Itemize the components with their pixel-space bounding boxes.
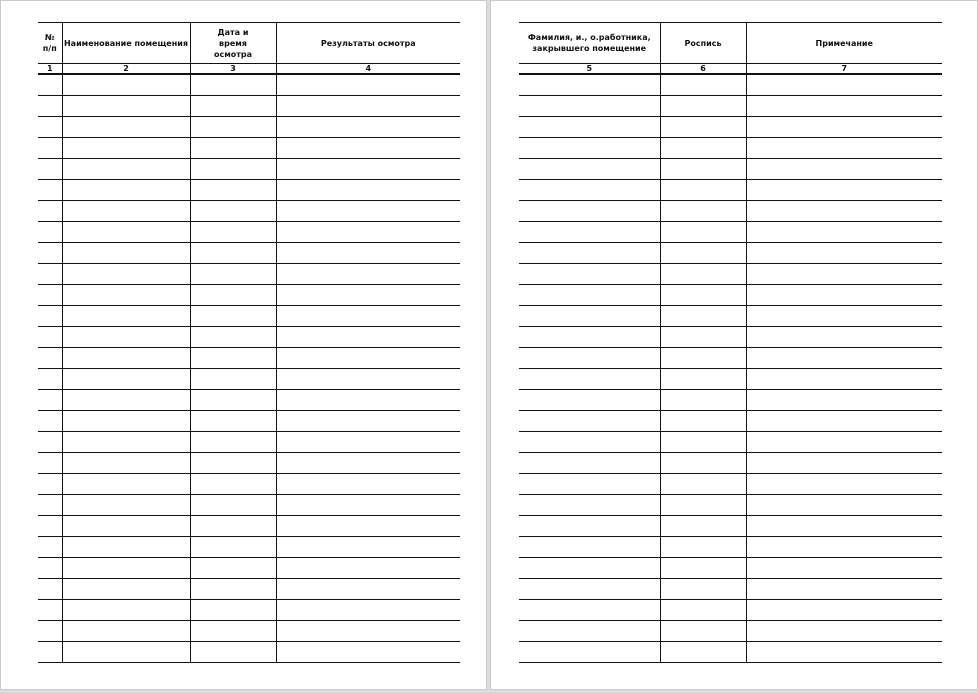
right-cell[interactable] bbox=[746, 96, 942, 117]
table-row bbox=[519, 285, 942, 306]
table-row bbox=[519, 600, 942, 621]
left-cell[interactable] bbox=[62, 285, 190, 306]
right-cell[interactable] bbox=[660, 117, 746, 138]
table-row bbox=[38, 327, 460, 348]
table-row bbox=[519, 180, 942, 201]
left-cell[interactable] bbox=[190, 432, 276, 453]
left-cell[interactable] bbox=[62, 369, 190, 390]
left-cell[interactable] bbox=[62, 243, 190, 264]
left-cell[interactable] bbox=[190, 369, 276, 390]
right-cell[interactable] bbox=[519, 579, 660, 600]
table-row bbox=[519, 159, 942, 180]
right-cell[interactable] bbox=[746, 516, 942, 537]
table-row bbox=[519, 369, 942, 390]
right-cell[interactable] bbox=[660, 159, 746, 180]
col-header-number: № п/п bbox=[38, 23, 62, 64]
table-row bbox=[38, 117, 460, 138]
left-cell[interactable] bbox=[190, 327, 276, 348]
table-row bbox=[38, 180, 460, 201]
right-cell[interactable] bbox=[519, 537, 660, 558]
right-cell[interactable] bbox=[746, 327, 942, 348]
right-cell[interactable] bbox=[746, 642, 942, 663]
table-row bbox=[38, 495, 460, 516]
left-cell[interactable] bbox=[38, 579, 62, 600]
left-cell[interactable] bbox=[38, 558, 62, 579]
left-cell[interactable] bbox=[38, 369, 62, 390]
left-cell[interactable] bbox=[62, 453, 190, 474]
left-cell[interactable] bbox=[276, 579, 460, 600]
left-cell[interactable] bbox=[276, 96, 460, 117]
table-row bbox=[519, 642, 942, 663]
table-row bbox=[38, 264, 460, 285]
right-cell[interactable] bbox=[660, 516, 746, 537]
left-cell[interactable] bbox=[190, 453, 276, 474]
col-number-3: 3 bbox=[190, 64, 276, 75]
left-cell[interactable] bbox=[190, 558, 276, 579]
left-cell[interactable] bbox=[190, 264, 276, 285]
right-cell[interactable] bbox=[519, 285, 660, 306]
left-cell[interactable] bbox=[38, 390, 62, 411]
right-cell[interactable] bbox=[660, 369, 746, 390]
left-cell[interactable] bbox=[38, 74, 62, 96]
left-cell[interactable] bbox=[62, 138, 190, 159]
right-cell[interactable] bbox=[660, 243, 746, 264]
right-cell[interactable] bbox=[660, 474, 746, 495]
left-page bbox=[0, 0, 487, 690]
right-cell[interactable] bbox=[519, 327, 660, 348]
left-cell[interactable] bbox=[276, 453, 460, 474]
left-cell[interactable] bbox=[62, 621, 190, 642]
table-row bbox=[38, 243, 460, 264]
left-cell[interactable] bbox=[62, 495, 190, 516]
right-cell[interactable] bbox=[519, 516, 660, 537]
table-row bbox=[519, 264, 942, 285]
right-cell[interactable] bbox=[660, 537, 746, 558]
table-row bbox=[519, 117, 942, 138]
right-cell[interactable] bbox=[660, 579, 746, 600]
right-cell[interactable] bbox=[660, 201, 746, 222]
table-body-right bbox=[519, 74, 942, 663]
left-cell[interactable] bbox=[38, 537, 62, 558]
right-cell[interactable] bbox=[746, 621, 942, 642]
right-cell[interactable] bbox=[519, 474, 660, 495]
right-cell[interactable] bbox=[746, 159, 942, 180]
left-cell[interactable] bbox=[38, 285, 62, 306]
left-cell[interactable] bbox=[190, 138, 276, 159]
left-cell[interactable] bbox=[190, 285, 276, 306]
left-cell[interactable] bbox=[62, 558, 190, 579]
table-row bbox=[38, 96, 460, 117]
left-cell[interactable] bbox=[38, 243, 62, 264]
right-cell[interactable] bbox=[660, 453, 746, 474]
left-cell[interactable] bbox=[38, 474, 62, 495]
table-row bbox=[519, 327, 942, 348]
inspection-table-left bbox=[38, 22, 460, 663]
left-cell[interactable] bbox=[276, 432, 460, 453]
table-row bbox=[519, 453, 942, 474]
left-cell[interactable] bbox=[38, 201, 62, 222]
left-cell[interactable] bbox=[190, 474, 276, 495]
right-cell[interactable] bbox=[519, 159, 660, 180]
table-row bbox=[519, 222, 942, 243]
table-row bbox=[38, 579, 460, 600]
right-cell[interactable] bbox=[746, 537, 942, 558]
left-cell[interactable] bbox=[190, 411, 276, 432]
left-cell[interactable] bbox=[190, 222, 276, 243]
right-cell[interactable] bbox=[746, 474, 942, 495]
left-cell[interactable] bbox=[190, 180, 276, 201]
left-cell[interactable] bbox=[62, 327, 190, 348]
left-cell[interactable] bbox=[38, 180, 62, 201]
left-cell[interactable] bbox=[62, 201, 190, 222]
col-header-employee-name: Фамилия, и., о.работника, закрывшего помещение bbox=[519, 23, 660, 64]
right-cell[interactable] bbox=[746, 264, 942, 285]
table-row bbox=[38, 369, 460, 390]
table-row bbox=[38, 516, 460, 537]
right-page bbox=[490, 0, 978, 690]
right-cell[interactable] bbox=[519, 348, 660, 369]
col-header-datetime: Дата и время осмотра bbox=[190, 23, 276, 64]
left-cell[interactable] bbox=[190, 390, 276, 411]
left-cell[interactable] bbox=[38, 117, 62, 138]
right-cell[interactable] bbox=[519, 138, 660, 159]
left-cell[interactable] bbox=[276, 74, 460, 96]
left-cell[interactable] bbox=[62, 642, 190, 663]
table-row bbox=[519, 138, 942, 159]
right-cell[interactable] bbox=[746, 74, 942, 96]
table-row bbox=[38, 432, 460, 453]
right-cell[interactable] bbox=[746, 495, 942, 516]
left-cell[interactable] bbox=[62, 96, 190, 117]
right-cell[interactable] bbox=[660, 138, 746, 159]
right-cell[interactable] bbox=[746, 117, 942, 138]
left-cell[interactable] bbox=[276, 159, 460, 180]
right-cell[interactable] bbox=[660, 600, 746, 621]
right-cell[interactable] bbox=[746, 411, 942, 432]
right-cell[interactable] bbox=[519, 411, 660, 432]
right-cell[interactable] bbox=[746, 222, 942, 243]
table-row bbox=[519, 390, 942, 411]
left-cell[interactable] bbox=[276, 642, 460, 663]
right-cell[interactable] bbox=[660, 285, 746, 306]
left-cell[interactable] bbox=[276, 516, 460, 537]
table-row bbox=[38, 474, 460, 495]
left-cell[interactable] bbox=[190, 642, 276, 663]
right-cell[interactable] bbox=[519, 74, 660, 96]
table-row bbox=[38, 390, 460, 411]
left-cell[interactable] bbox=[190, 117, 276, 138]
right-cell[interactable] bbox=[660, 642, 746, 663]
col-number-2: 2 bbox=[62, 64, 190, 75]
table-row bbox=[519, 474, 942, 495]
right-cell[interactable] bbox=[746, 306, 942, 327]
col-header-note: Примечание bbox=[746, 23, 942, 64]
right-cell[interactable] bbox=[660, 96, 746, 117]
table-row bbox=[38, 201, 460, 222]
left-cell[interactable] bbox=[190, 495, 276, 516]
right-cell[interactable] bbox=[660, 432, 746, 453]
right-cell[interactable] bbox=[519, 201, 660, 222]
right-cell[interactable] bbox=[746, 432, 942, 453]
left-cell[interactable] bbox=[38, 222, 62, 243]
table-row bbox=[38, 621, 460, 642]
left-cell[interactable] bbox=[38, 432, 62, 453]
left-cell[interactable] bbox=[190, 96, 276, 117]
left-cell[interactable] bbox=[190, 201, 276, 222]
right-cell[interactable] bbox=[519, 243, 660, 264]
table-row bbox=[38, 642, 460, 663]
table-row bbox=[38, 600, 460, 621]
table-row bbox=[519, 306, 942, 327]
right-cell[interactable] bbox=[746, 348, 942, 369]
left-cell[interactable] bbox=[190, 74, 276, 96]
left-cell[interactable] bbox=[276, 243, 460, 264]
left-cell[interactable] bbox=[276, 264, 460, 285]
table-row bbox=[519, 96, 942, 117]
left-cell[interactable] bbox=[62, 474, 190, 495]
col-number-5: 5 bbox=[519, 64, 660, 75]
left-cell[interactable] bbox=[276, 306, 460, 327]
inspection-table-right bbox=[519, 22, 942, 663]
right-cell[interactable] bbox=[519, 600, 660, 621]
right-cell[interactable] bbox=[660, 74, 746, 96]
left-cell[interactable] bbox=[38, 138, 62, 159]
left-cell[interactable] bbox=[276, 222, 460, 243]
right-cell[interactable] bbox=[660, 621, 746, 642]
table-row bbox=[519, 432, 942, 453]
right-cell[interactable] bbox=[660, 348, 746, 369]
left-cell[interactable] bbox=[38, 516, 62, 537]
left-cell[interactable] bbox=[38, 96, 62, 117]
left-cell[interactable] bbox=[276, 621, 460, 642]
table-row bbox=[519, 243, 942, 264]
left-cell[interactable] bbox=[276, 411, 460, 432]
right-cell[interactable] bbox=[519, 117, 660, 138]
left-cell[interactable] bbox=[276, 285, 460, 306]
table-row bbox=[38, 537, 460, 558]
right-cell[interactable] bbox=[519, 558, 660, 579]
right-cell[interactable] bbox=[746, 600, 942, 621]
left-cell[interactable] bbox=[38, 600, 62, 621]
left-cell[interactable] bbox=[276, 138, 460, 159]
right-cell[interactable] bbox=[660, 180, 746, 201]
left-cell[interactable] bbox=[276, 180, 460, 201]
left-cell[interactable] bbox=[62, 390, 190, 411]
left-cell[interactable] bbox=[38, 642, 62, 663]
right-cell[interactable] bbox=[519, 96, 660, 117]
left-cell[interactable] bbox=[62, 306, 190, 327]
right-cell[interactable] bbox=[519, 621, 660, 642]
table-row bbox=[38, 74, 460, 96]
left-cell[interactable] bbox=[62, 117, 190, 138]
left-cell[interactable] bbox=[190, 243, 276, 264]
table-row bbox=[38, 222, 460, 243]
left-cell[interactable] bbox=[38, 453, 62, 474]
right-cell[interactable] bbox=[660, 306, 746, 327]
right-cell[interactable] bbox=[746, 138, 942, 159]
table-body-left bbox=[38, 74, 460, 663]
col-number-6: 6 bbox=[660, 64, 746, 75]
right-cell[interactable] bbox=[746, 243, 942, 264]
right-cell[interactable] bbox=[519, 390, 660, 411]
left-cell[interactable] bbox=[38, 264, 62, 285]
left-cell[interactable] bbox=[276, 369, 460, 390]
right-cell[interactable] bbox=[519, 180, 660, 201]
left-cell[interactable] bbox=[38, 621, 62, 642]
col-header-signature: Роспись bbox=[660, 23, 746, 64]
table-row bbox=[519, 558, 942, 579]
left-cell[interactable] bbox=[62, 537, 190, 558]
left-cell[interactable] bbox=[190, 579, 276, 600]
table-row bbox=[519, 74, 942, 96]
table-row bbox=[519, 411, 942, 432]
right-cell[interactable] bbox=[519, 432, 660, 453]
right-cell[interactable] bbox=[746, 579, 942, 600]
right-cell[interactable] bbox=[519, 222, 660, 243]
col-number-7: 7 bbox=[746, 64, 942, 75]
left-cell[interactable] bbox=[38, 327, 62, 348]
left-cell[interactable] bbox=[62, 411, 190, 432]
left-cell[interactable] bbox=[276, 390, 460, 411]
right-cell[interactable] bbox=[660, 327, 746, 348]
table-row bbox=[519, 579, 942, 600]
table-row bbox=[38, 138, 460, 159]
left-cell[interactable] bbox=[62, 159, 190, 180]
table-row bbox=[38, 411, 460, 432]
right-cell[interactable] bbox=[746, 180, 942, 201]
left-cell[interactable] bbox=[62, 579, 190, 600]
left-cell[interactable] bbox=[276, 537, 460, 558]
right-cell[interactable] bbox=[746, 285, 942, 306]
left-cell[interactable] bbox=[62, 222, 190, 243]
left-cell[interactable] bbox=[190, 306, 276, 327]
table-row bbox=[519, 516, 942, 537]
left-cell[interactable] bbox=[38, 306, 62, 327]
left-cell[interactable] bbox=[190, 159, 276, 180]
right-cell[interactable] bbox=[746, 390, 942, 411]
left-cell[interactable] bbox=[276, 558, 460, 579]
table-row bbox=[38, 348, 460, 369]
right-cell[interactable] bbox=[746, 453, 942, 474]
left-cell[interactable] bbox=[276, 327, 460, 348]
right-cell[interactable] bbox=[519, 642, 660, 663]
left-cell[interactable] bbox=[276, 117, 460, 138]
right-cell[interactable] bbox=[519, 264, 660, 285]
col-header-room-name: Наименование помещения bbox=[62, 23, 190, 64]
left-cell[interactable] bbox=[62, 516, 190, 537]
left-cell[interactable] bbox=[62, 264, 190, 285]
right-cell[interactable] bbox=[660, 558, 746, 579]
left-cell[interactable] bbox=[190, 348, 276, 369]
left-cell[interactable] bbox=[276, 201, 460, 222]
left-cell[interactable] bbox=[62, 180, 190, 201]
table-row bbox=[38, 558, 460, 579]
col-header-results: Результаты осмотра bbox=[276, 23, 460, 64]
left-cell[interactable] bbox=[190, 621, 276, 642]
right-cell[interactable] bbox=[660, 495, 746, 516]
left-cell[interactable] bbox=[38, 495, 62, 516]
left-cell[interactable] bbox=[38, 348, 62, 369]
left-cell[interactable] bbox=[62, 74, 190, 96]
table-row bbox=[38, 159, 460, 180]
right-cell[interactable] bbox=[746, 369, 942, 390]
left-cell[interactable] bbox=[190, 600, 276, 621]
left-cell[interactable] bbox=[38, 411, 62, 432]
table-row bbox=[519, 201, 942, 222]
right-cell[interactable] bbox=[746, 558, 942, 579]
col-number-4: 4 bbox=[276, 64, 460, 75]
left-cell[interactable] bbox=[62, 432, 190, 453]
right-cell[interactable] bbox=[519, 495, 660, 516]
table-row bbox=[519, 621, 942, 642]
left-cell[interactable] bbox=[62, 348, 190, 369]
right-cell[interactable] bbox=[660, 264, 746, 285]
left-cell[interactable] bbox=[276, 474, 460, 495]
table-row bbox=[38, 453, 460, 474]
table-row bbox=[519, 537, 942, 558]
table-row bbox=[38, 285, 460, 306]
left-cell[interactable] bbox=[190, 537, 276, 558]
left-cell[interactable] bbox=[276, 348, 460, 369]
right-cell[interactable] bbox=[660, 411, 746, 432]
table-row bbox=[519, 348, 942, 369]
right-cell[interactable] bbox=[519, 453, 660, 474]
left-cell[interactable] bbox=[276, 600, 460, 621]
left-cell[interactable] bbox=[38, 159, 62, 180]
col-number-1: 1 bbox=[38, 64, 62, 75]
left-cell[interactable] bbox=[62, 600, 190, 621]
right-cell[interactable] bbox=[519, 306, 660, 327]
right-cell[interactable] bbox=[660, 222, 746, 243]
table-row bbox=[38, 306, 460, 327]
left-cell[interactable] bbox=[276, 495, 460, 516]
right-cell[interactable] bbox=[519, 369, 660, 390]
right-cell[interactable] bbox=[660, 390, 746, 411]
table-row bbox=[519, 495, 942, 516]
right-cell[interactable] bbox=[746, 201, 942, 222]
left-cell[interactable] bbox=[190, 516, 276, 537]
